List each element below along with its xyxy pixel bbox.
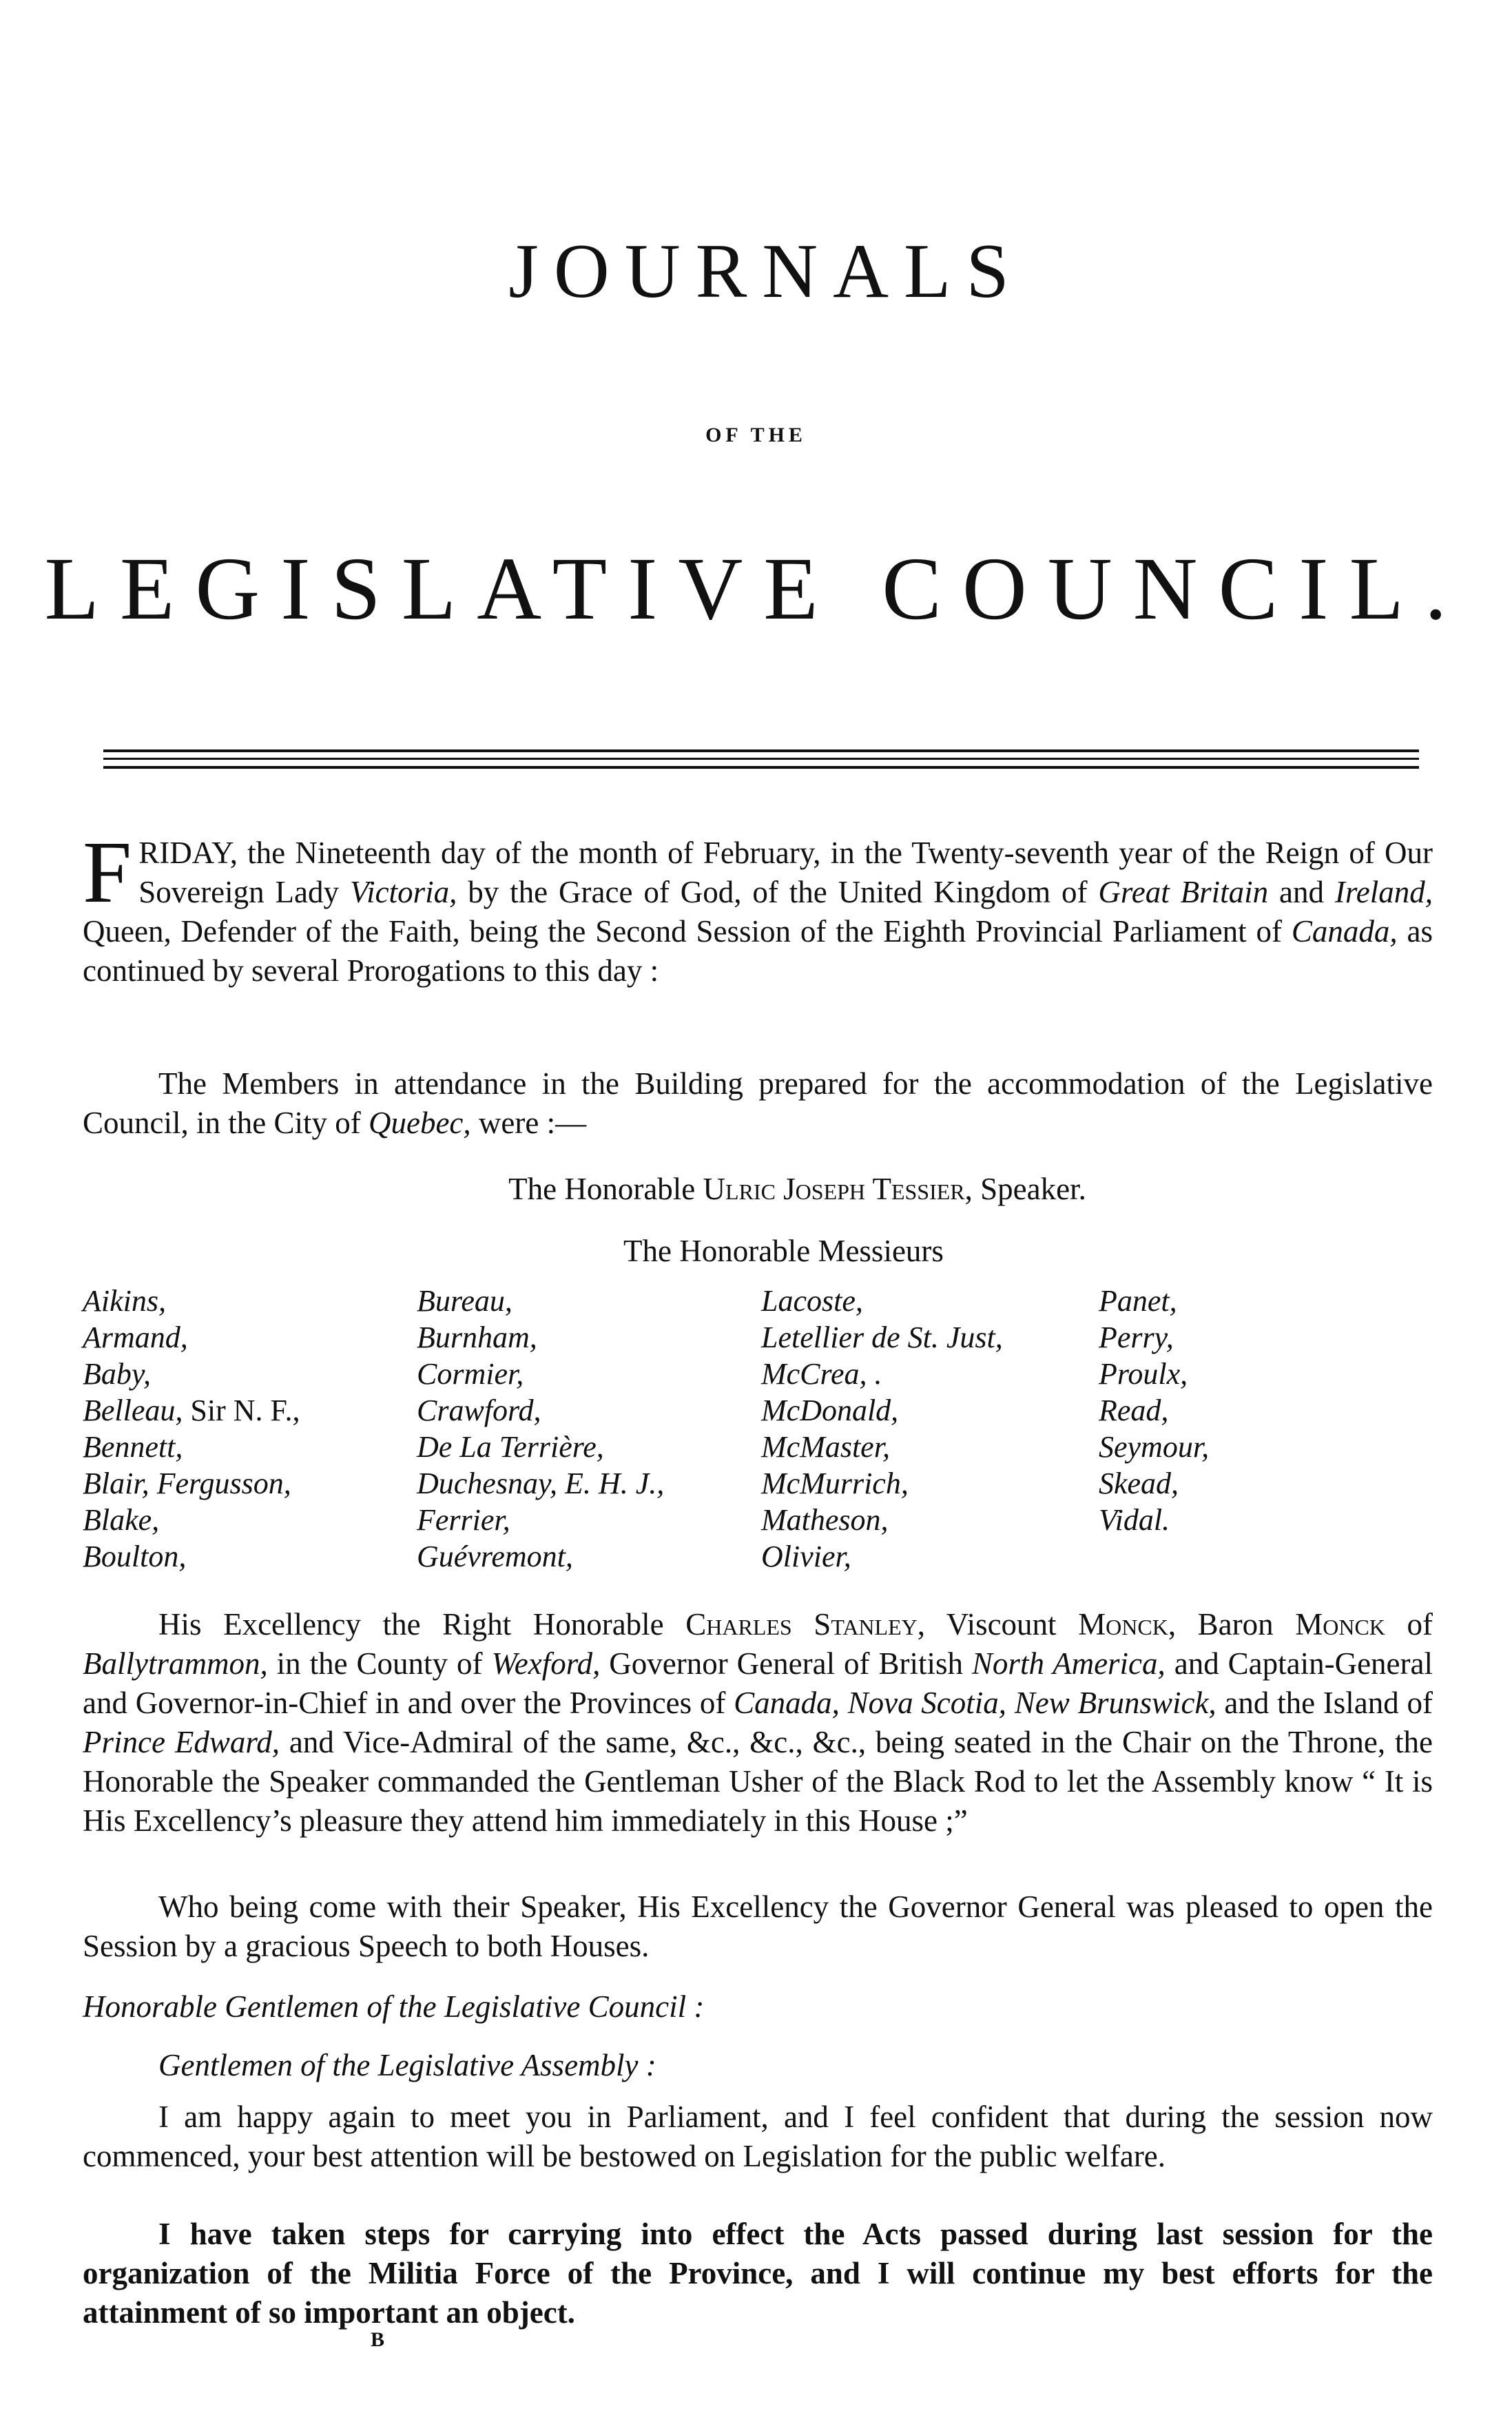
list-item: McCrea, . (761, 1357, 882, 1391)
title-rule (103, 749, 1419, 752)
list-item: Letellier de St. Just, (761, 1321, 1003, 1354)
opening-session-paragraph: Who being come with their Speaker, His Excellency the Governor General was pleased to open the Session by a gracious Speech to both Houses. (83, 1890, 1433, 1963)
members-column-4 (1099, 1283, 1209, 1538)
list-item: Bureau, (417, 1284, 512, 1318)
excellency-paragraph: His Excellency the Right Honorable Charles Stanley, Viscount Monck, Baron Monck of Ballytrammon, in the County of Wexford, Governor General of British North America, and Captain-General and Governor-in-Chief in and over the Provinces of Canada, Nova Scotia, New Brunswick, and the Island of Prince Edward, and Vice-Admiral of the same, &c., &c., &c., being seated in the Chair on the Throne, the Honorable the Speaker commanded the Gentleman Usher of the Black Rod to let the Assembly know “ It is His Excellency’s pleasure they attend him immediately in this House ;” (83, 1607, 1433, 1838)
list-item: Vidal. (1099, 1503, 1170, 1537)
address-council: Honorable Gentlemen of the Legislative Council : (83, 1989, 705, 2024)
journal-subtitle: OF THE (705, 424, 807, 446)
list-item: McMaster, (761, 1430, 890, 1464)
list-item: Bennett, (83, 1430, 183, 1464)
list-item: Duchesnay, E. H. J., (417, 1467, 665, 1500)
council-title: LEGISLATIVE COUNCIL. (44, 539, 1468, 639)
members-column-2 (417, 1283, 664, 1575)
speech-paragraph-1: I am happy again to meet you in Parliament, and I feel confident that during the session now commenced, your best attention will be bestowed on Legislation for the public welfare. (83, 2100, 1433, 2173)
members-column-3 (761, 1283, 1003, 1575)
members-paragraph: The Members in attendance in the Building prepared for the accommodation of the Legislative Council, in the City of Quebec, were :— (83, 1066, 1433, 1140)
drop-cap: F (83, 823, 132, 921)
journal-title: JOURNALS (508, 229, 1024, 314)
list-item: McDonald, (761, 1394, 899, 1427)
title-rule (103, 758, 1419, 760)
title-rule (103, 766, 1419, 769)
list-item: Baby, (83, 1357, 151, 1391)
list-item: Burnham, (417, 1321, 537, 1354)
list-item: Lacoste, (761, 1284, 863, 1318)
list-item: Seymour, (1099, 1430, 1210, 1464)
speaker-name: Ulric Joseph Tessier, (703, 1172, 973, 1206)
speaker-line: The Honorable Ulric Joseph Tessier, Speaker. (508, 1172, 1086, 1206)
members-column-1 (83, 1283, 300, 1575)
messieurs-heading: The Honorable Messieurs (623, 1234, 944, 1268)
list-item: Boulton, (83, 1540, 187, 1573)
list-item: Panet, (1099, 1284, 1177, 1318)
list-item: Ferrier, (417, 1503, 510, 1537)
list-item: McMurrich, (761, 1467, 909, 1500)
list-item: Guévremont, (417, 1540, 573, 1573)
address-assembly: Gentlemen of the Legislative Assembly : (158, 2048, 656, 2082)
list-item: Crawford, (417, 1394, 541, 1427)
list-item: Aikins, (83, 1284, 166, 1318)
list-item: Blake, (83, 1503, 160, 1537)
list-item: Armand, (83, 1321, 188, 1354)
opening-paragraph: FRIDAY, the Nineteenth day of the month of February, in the Twenty-seventh year of the Reign of Our Sovereign Lady Victoria, by the Grace of God, of the United Kingdom of Great Britain and Ireland, Queen, Defender of the Faith, being the Second Session of the Eighth Provincial Parliament of Canada, as continued by several Prorogations to this day : (83, 823, 1433, 988)
list-item: Perry, (1099, 1321, 1174, 1354)
list-item: Belleau, Sir N. F., (83, 1394, 300, 1427)
list-item: Matheson, (761, 1503, 889, 1537)
list-item: Cormier, (417, 1357, 524, 1391)
list-item: Read, (1099, 1394, 1169, 1427)
list-item: Olivier, (761, 1540, 851, 1573)
list-item: Blair, Fergusson, (83, 1467, 291, 1500)
list-item: Skead, (1099, 1467, 1179, 1500)
list-item: Proulx, (1099, 1357, 1188, 1391)
signature-mark: B (371, 2328, 385, 2351)
list-item: De La Terrière, (417, 1430, 604, 1464)
speech-paragraph-2: I have taken steps for carrying into effect the Acts passed during last session for the organization of the Militia Force of the Province, and I will continue my best efforts for the attainment of so important an object. (83, 2217, 1433, 2330)
